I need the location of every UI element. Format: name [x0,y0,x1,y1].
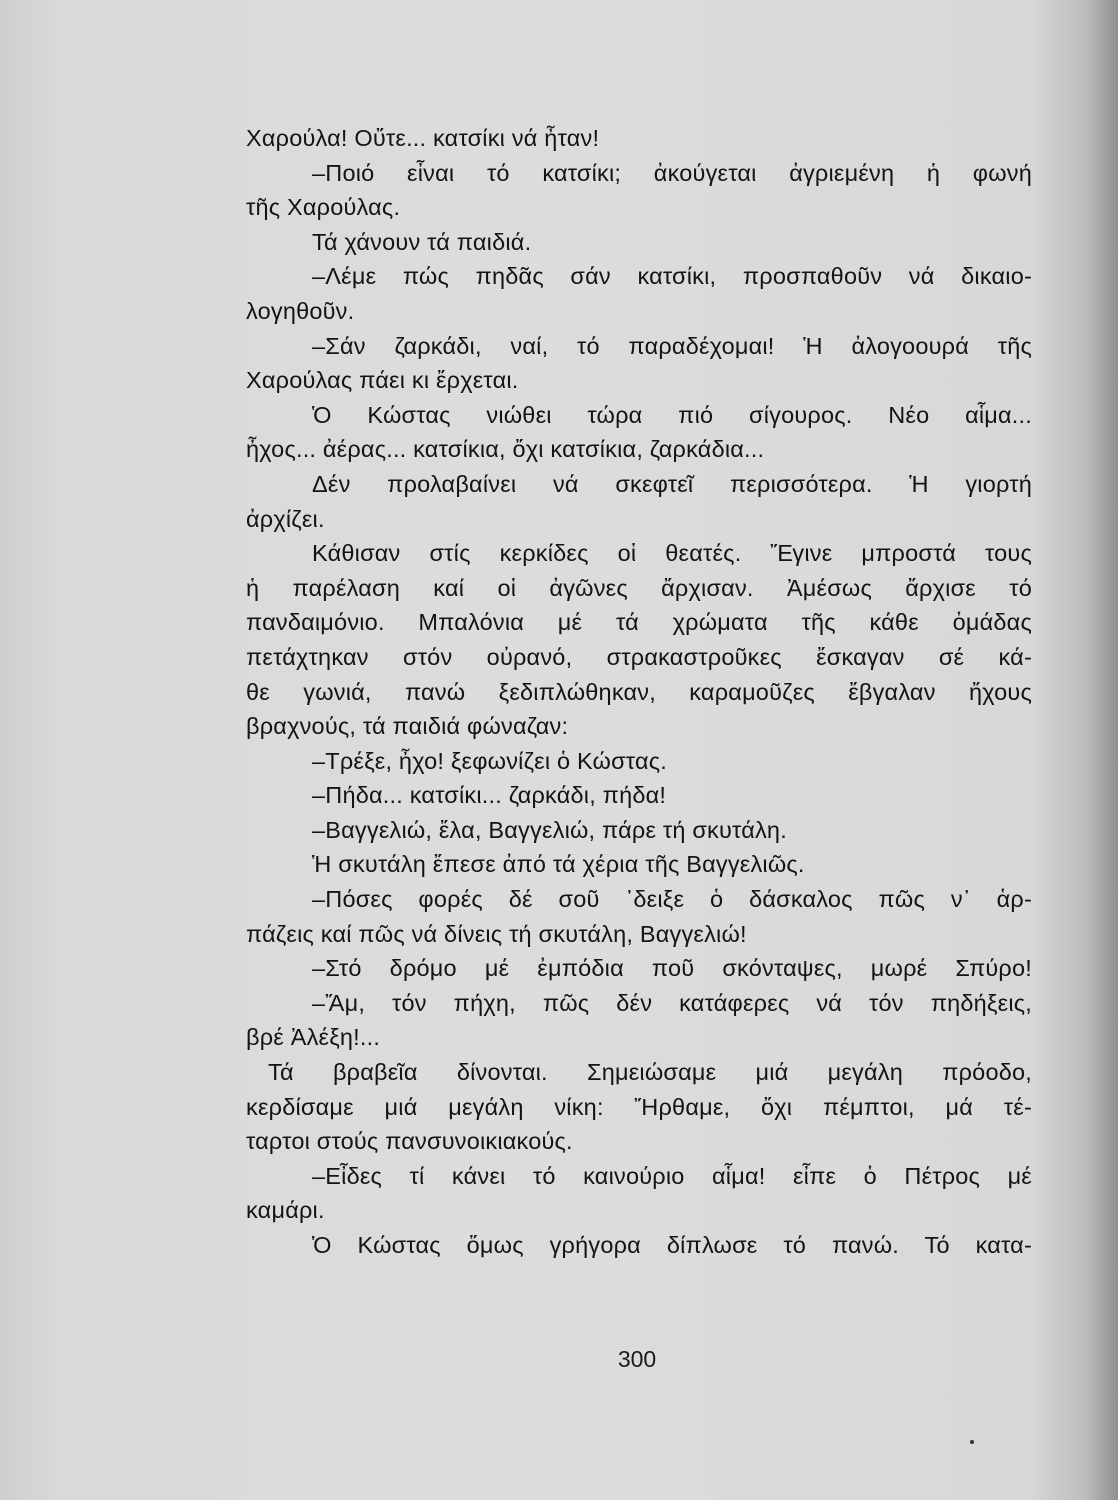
text-line: βραχνούς, τά παιδιά φώναζαν: [246,713,569,740]
text-line: πετάχτηκαν στόν οὐρανό, στρακαστροῦκες ἔσκαγαν σέ κά- [246,643,1032,670]
text-line: –Πόσες φορές δέ σοῦ ᾿δειξε ὁ δάσκαλος πῶς ν᾿ ἁρ- [312,886,1032,913]
text-line: Κάθισαν στίς κερκίδες οἱ θεατές. Ἔγινε μπροστά τους [312,540,1032,567]
text-line: βρέ Ἀλέξη!... [246,1024,381,1051]
text-line: –Λέμε πώς πηδᾶς σάν κατσίκι, προσπαθοῦν νά δικαιο- [312,263,1032,290]
text-line: θε γωνιά, πανώ ξεδιπλώθηκαν, καραμοῦζες ἔβγαλαν ἤχους [246,678,1032,705]
text-line: Ὁ Κώστας ὅμως γρήγορα δίπλωσε τό πανώ. Τό κατα- [312,1232,1032,1258]
text-line: Χαρούλας πάει κι ἔρχεται. [246,367,519,394]
text-line: –Σάν ζαρκάδι, ναί, τό παραδέχομαι! Ἡ ἀλογοουρά τῆς [312,332,1032,359]
text-line: καμάρι. [246,1197,325,1224]
text-line: κερδίσαμε μιά μεγάλη νίκη: Ἤρθαμε, ὄχι πέμπτοι, μά τέ- [246,1093,1032,1120]
text-line: Χαρούλα! Οὔτε... κατσίκι νά ἦταν! [246,125,600,151]
text-line: –Πήδα... κατσίκι... ζαρκάδι, πήδα! [312,782,667,809]
text-line: πάζεις καί πῶς νά δίνεις τή σκυτάλη, Βαγγελιώ! [246,920,747,947]
text-line: –Ποιό εἶναι τό κατσίκι; ἀκούγεται ἀγριεμένη ἡ φωνή [312,159,1032,186]
text-line: –Τρέξε, ἦχο! ξεφωνίζει ὁ Κώστας. [312,747,667,774]
text-line: τῆς Χαρούλας. [246,194,401,221]
text-line: ἡ παρέλαση καί οἱ ἀγῶνες ἄρχισαν. Ἀμέσως ἄρχισε τό [246,574,1032,601]
text-line: –Εἶδες τί κάνει τό καινούριο αἷμα! εἶπε ὁ Πέτρος μέ [312,1162,1032,1189]
text-line: ἦχος... ἀέρας... κατσίκια, ὄχι κατσίκια, ζαρκάδια... [246,436,765,463]
text-line: Τά βραβεῖα δίνονται. Σημειώσαμε μιά μεγάλη πρόοδο, [268,1059,1032,1086]
text-line: λογηθοῦν. [246,297,355,324]
text-line: ἀρχίζει. [246,505,325,532]
text-line: Ὁ Κώστας νιώθει τώρα πιό σίγουρος. Νέο αἷμα... [312,401,1032,428]
text-line: Τά χάνουν τά παιδιά. [312,228,532,255]
text-line: –Στό δρόμο μέ ἐμπόδια ποῦ σκόνταψες, μωρέ Σπύρο! [312,955,1032,982]
text-line: –Βαγγελιώ, ἔλα, Βαγγελιώ, πάρε τή σκυτάλη. [312,816,787,843]
text-line: Δέν προλαβαίνει νά σκεφτεῖ περισσότερα. Ἡ γιορτή [312,470,1032,497]
paper-speck [970,1440,974,1444]
body-text [246,121,1032,1263]
text-line: πανδαιμόνιο. Μπαλόνια μέ τά χρώματα τῆς κάθε ὁμάδας [246,609,1032,636]
text-line: –Ἄμ, τόν πήχη, πῶς δέν κατάφερες νά τόν πηδήξεις, [312,989,1032,1016]
text-line: Ἡ σκυτάλη ἔπεσε ἀπό τά χέρια τῆς Βαγγελιῶς. [312,851,805,878]
text-line: ταρτοι στούς πανσυνοικιακούς. [246,1128,573,1155]
page-number: 300 [617,1346,657,1372]
